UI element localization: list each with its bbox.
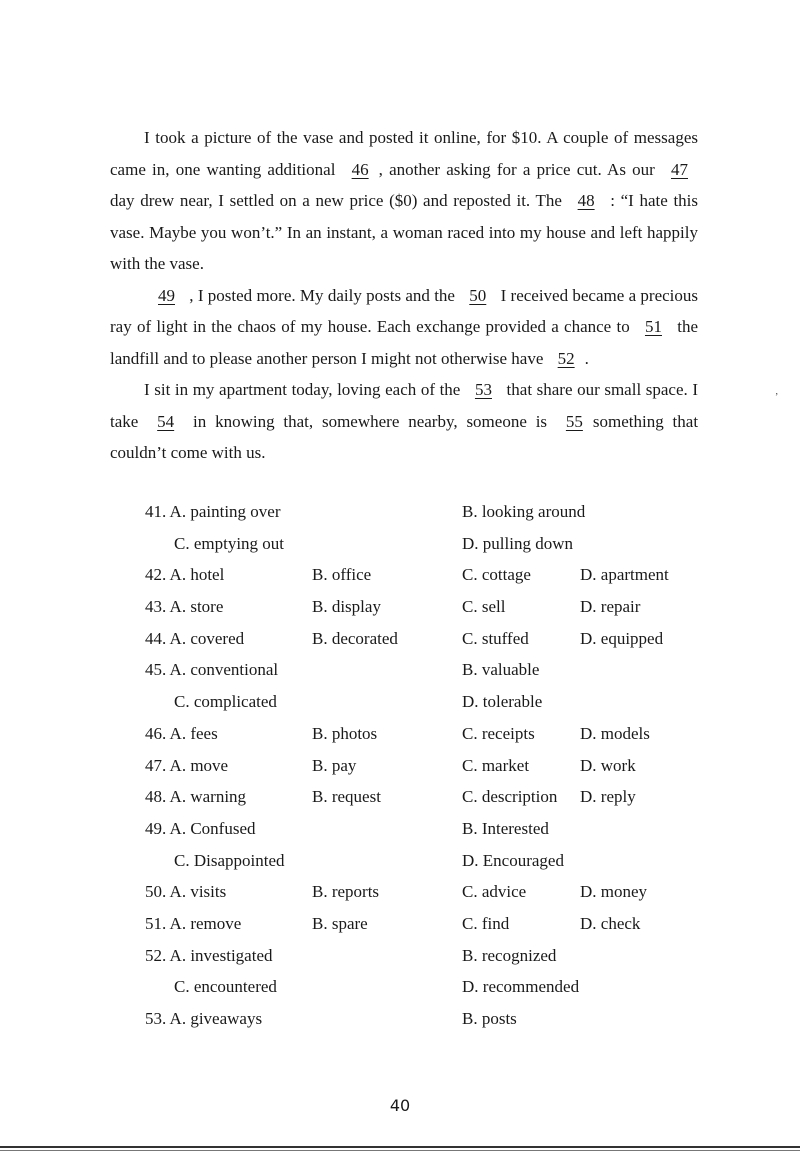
option-d: D. repair	[580, 597, 641, 617]
option-a: 50. A. visits	[145, 882, 227, 902]
option-d: D. Encouraged	[462, 850, 564, 870]
option-d: D. money	[580, 882, 648, 902]
paragraph-1: I took a picture of the vase and posted it online, for $10. A couple of messages came in, one wanting additional 46 , another asking for a price cut. As our 47 day drew near, I settled on a new price ($0) and reposted it. The 48 : “I hate this vase. Maybe you won’t.” In an instant, a woman raced into my house and left happily with the vase.	[110, 128, 699, 273]
option-c: C. sell	[462, 597, 506, 617]
option-d: D. reply	[580, 787, 636, 807]
option-b: B. display	[312, 597, 381, 617]
option-c: C. cottage	[462, 565, 531, 585]
option-c: C. stuffed	[462, 628, 529, 648]
option-b: B. decorated	[312, 628, 398, 648]
option-a: 42. A. hotel	[145, 565, 225, 585]
option-b: B. reports	[312, 882, 380, 902]
option-c: C. encountered	[174, 977, 277, 997]
question-row	[0, 882, 800, 914]
paragraph-2: 49 , I posted more. My daily posts and the 50 I received became a precious ray of light in the chaos of my house. Each exchange provided a chance to 51 the landfill and to please another person I might not otherwise have 52 .	[110, 280, 698, 375]
option-a: 43. A. store	[145, 597, 224, 617]
option-a: 49. A. Confused	[145, 818, 256, 838]
option-d: D. check	[580, 913, 641, 933]
option-c: C. receipts	[462, 723, 535, 743]
option-a: 48. A. warning	[145, 787, 247, 807]
option-c: C. emptying out	[174, 533, 285, 553]
question-row	[0, 502, 800, 534]
option-a: 51. A. remove	[145, 913, 242, 933]
option-a: 52. A. investigated	[145, 945, 273, 965]
blank-51: 51	[644, 317, 662, 336]
option-b: B. Interested	[462, 818, 549, 838]
option-c: C. advice	[462, 882, 527, 902]
question-row	[0, 819, 800, 851]
option-b: B. request	[312, 787, 381, 807]
option-d: D. pulling down	[462, 533, 573, 553]
question-row	[0, 629, 800, 661]
footer-rule-thin	[0, 1150, 800, 1151]
blank-48: 48	[577, 191, 595, 210]
margin-mark: ‚	[775, 386, 779, 397]
option-c: C. find	[462, 913, 510, 933]
option-d: D. equipped	[580, 628, 664, 648]
question-row	[0, 724, 800, 756]
option-b: B. photos	[312, 723, 378, 743]
question-row	[0, 914, 800, 946]
question-row	[0, 597, 800, 629]
option-a: 45. A. conventional	[145, 660, 279, 680]
option-c: C. description	[462, 787, 558, 807]
question-row	[0, 787, 800, 819]
blank-55: 55	[565, 411, 583, 431]
question-row	[0, 851, 800, 883]
option-d: D. work	[580, 755, 636, 775]
question-row	[0, 565, 800, 597]
blank-50: 50	[469, 285, 487, 305]
blank-54: 54	[157, 411, 175, 431]
paragraph-3: I sit in my apartment today, loving each of the 53 that share our small space. I take 54 in knowing that, somewhere nearby, someone is 55 something that couldn’t come with us.	[110, 374, 698, 469]
option-a: 47. A. move	[145, 755, 229, 775]
option-a: 41. A. painting over	[145, 502, 281, 521]
option-c: C. Disappointed	[174, 850, 285, 870]
option-b: B. posts	[462, 1009, 517, 1028]
option-a: 44. A. covered	[145, 628, 245, 648]
option-b: B. recognized	[462, 945, 557, 965]
option-b: B. office	[312, 565, 372, 585]
question-row	[0, 756, 800, 788]
question-row	[0, 946, 800, 978]
option-c: C. complicated	[174, 692, 277, 712]
question-row	[0, 977, 800, 1009]
blank-53: 53	[474, 380, 492, 399]
question-row	[0, 660, 800, 692]
option-d: D. models	[580, 723, 650, 743]
option-d: D. recommended	[462, 977, 580, 997]
passage	[110, 122, 698, 469]
question-row	[0, 534, 800, 566]
option-b: B. looking around	[462, 502, 586, 521]
footer-rule	[0, 1146, 800, 1148]
option-b: B. pay	[312, 755, 357, 775]
blank-52: 52	[557, 348, 575, 368]
question-row	[0, 692, 800, 724]
page-number: 40	[389, 1096, 411, 1115]
option-c: C. market	[462, 755, 530, 775]
option-b: B. spare	[312, 913, 368, 933]
option-d: D. apartment	[580, 565, 669, 585]
option-d: D. tolerable	[462, 692, 543, 712]
blank-49: 49	[158, 285, 175, 305]
option-b: B. valuable	[462, 660, 540, 680]
answer-options	[0, 502, 800, 1041]
blank-47: 47	[671, 159, 688, 179]
option-a: 46. A. fees	[145, 723, 218, 743]
blank-46: 46	[351, 159, 369, 179]
question-row	[0, 1009, 800, 1041]
option-a: 53. A. giveaways	[145, 1009, 263, 1028]
